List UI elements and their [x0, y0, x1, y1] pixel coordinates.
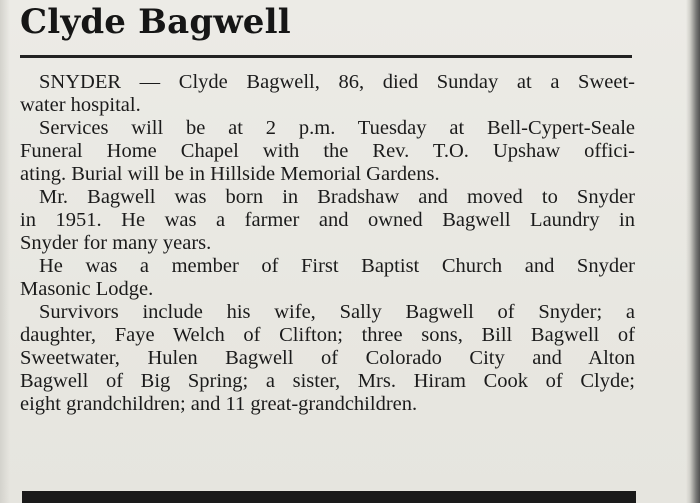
page-left-edge — [0, 0, 10, 503]
body-line-6: Mr. Bagwell was born in Bradshaw and moved to Snyder — [39, 186, 635, 208]
body-line-7: in 1951. He was a farmer and owned Bagwell Laundry in — [20, 209, 635, 231]
headline-rule — [20, 55, 632, 58]
body-line-10: Masonic Lodge. — [20, 278, 154, 300]
body-line-12: daughter, Faye Welch of Clifton; three sons, Bill Bagwell of — [20, 324, 635, 346]
next-article-bar — [22, 491, 636, 503]
body-line-14: Bagwell of Big Spring; a sister, Mrs. Hiram Cook of Clyde; — [20, 370, 635, 392]
page-right-edge — [686, 0, 700, 503]
obituary-headline: Clyde Bagwell — [20, 2, 291, 42]
body-line-15: eight grandchildren; and 11 great-grandchildren. — [20, 393, 418, 415]
body-line-4: Funeral Home Chapel with the Rev. T.O. Upshaw offici- — [20, 140, 635, 162]
body-line-9: He was a member of First Baptist Church and Snyder — [39, 255, 635, 277]
body-line-11: Survivors include his wife, Sally Bagwell of Snyder; a — [39, 301, 635, 323]
body-line-5: ating. Burial will be in Hillside Memorial Gardens. — [20, 163, 440, 185]
body-line-2: water hospital. — [20, 94, 141, 116]
body-line-13: Sweetwater, Hulen Bagwell of Colorado City and Alton — [20, 347, 635, 369]
obituary-body — [20, 71, 635, 416]
body-line-1: SNYDER — Clyde Bagwell, 86, died Sunday at a Sweet- — [39, 71, 635, 93]
body-line-8: Snyder for many years. — [20, 232, 212, 254]
body-line-3: Services will be at 2 p.m. Tuesday at Bell-Cypert-Seale — [39, 117, 635, 139]
